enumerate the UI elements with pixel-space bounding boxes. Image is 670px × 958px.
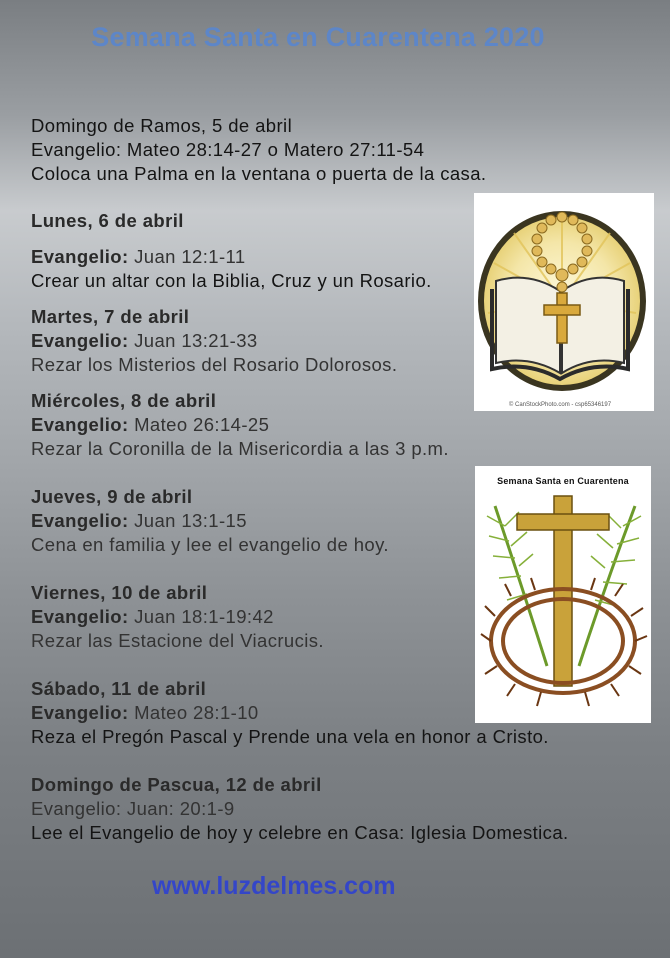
reading-ref: Mateo 26:14-25 — [128, 414, 270, 435]
reading-ref: Mateo 28:1-10 — [128, 702, 259, 723]
evangelio-label: Evangelio: — [31, 330, 129, 351]
day-heading: Viernes, 10 de abril — [31, 582, 208, 603]
domingo-ramos-action: Coloca una Palma en la ventana o puerta de la casa. — [31, 163, 487, 184]
lunes-day — [31, 209, 184, 233]
evangelio-label: Evangelio: — [31, 414, 129, 435]
lunes-section — [31, 245, 432, 293]
page-title: Semana Santa en Cuarentena 2020 — [91, 22, 545, 52]
day-action: Lee el Evangelio de hoy y celebre en Casa: Iglesia Domestica. — [31, 822, 569, 843]
reading-ref: Juan 13:21-33 — [128, 330, 258, 351]
evangelio-label: Evangelio: — [31, 246, 129, 267]
pascua-section — [31, 773, 569, 845]
day-heading: Sábado, 11 de abril — [31, 678, 207, 699]
evangelio-label: Evangelio: — [31, 606, 129, 627]
day-heading: Martes, 7 de abril — [31, 306, 190, 327]
bible-rosary-illustration — [474, 193, 654, 411]
bible-rosary-image — [474, 193, 654, 411]
day-heading: Domingo de Pascua, 12 de abril — [31, 774, 322, 795]
day-action: Rezar las Estacione del Viacrucis. — [31, 630, 324, 651]
domingo-ramos-reading: Evangelio: Mateo 28:14-27 o Matero 27:11-54 — [31, 139, 425, 160]
evangelio-label: Evangelio: — [31, 702, 129, 723]
domingo-ramos-date: Domingo de Ramos, 5 de abril — [31, 115, 293, 136]
pascua-reading: Evangelio: Juan: 20:1-9 — [31, 798, 235, 819]
domingo-ramos-section — [31, 114, 486, 186]
reading-ref: Juan 13:1-15 — [128, 510, 247, 531]
viernes-section — [31, 581, 324, 653]
day-action: Rezar los Misterios del Rosario Dolorosos. — [31, 354, 398, 375]
cross-palm-image — [475, 466, 651, 723]
jueves-section — [31, 485, 389, 557]
reading-ref: Juan 12:1-11 — [128, 246, 246, 267]
miercoles-section — [31, 389, 449, 461]
day-action: Crear un altar con la Biblia, Cruz y un Rosario. — [31, 270, 432, 291]
martes-section — [31, 305, 397, 377]
day-heading: Jueves, 9 de abril — [31, 486, 193, 507]
reading-ref: Juan 18:1-19:42 — [128, 606, 274, 627]
day-action: Rezar la Coronilla de la Misericordia a las 3 p.m. — [31, 438, 449, 459]
day-action: Reza el Pregón Pascal y Prende una vela en honor a Cristo. — [31, 726, 549, 747]
day-action: Cena en familia y lee el evangelio de hoy. — [31, 534, 389, 555]
website-link[interactable]: www.luzdelmes.com — [152, 872, 396, 900]
day-heading: Lunes, 6 de abril — [31, 210, 184, 231]
image-caption: Semana Santa en Cuarentena — [497, 476, 629, 486]
image-watermark: © CanStockPhoto.com - csp65346197 — [508, 402, 612, 408]
evangelio-label: Evangelio: — [31, 510, 129, 531]
cross-palm-illustration — [475, 466, 651, 723]
day-heading: Miércoles, 8 de abril — [31, 390, 217, 411]
sabado-section — [31, 677, 549, 749]
